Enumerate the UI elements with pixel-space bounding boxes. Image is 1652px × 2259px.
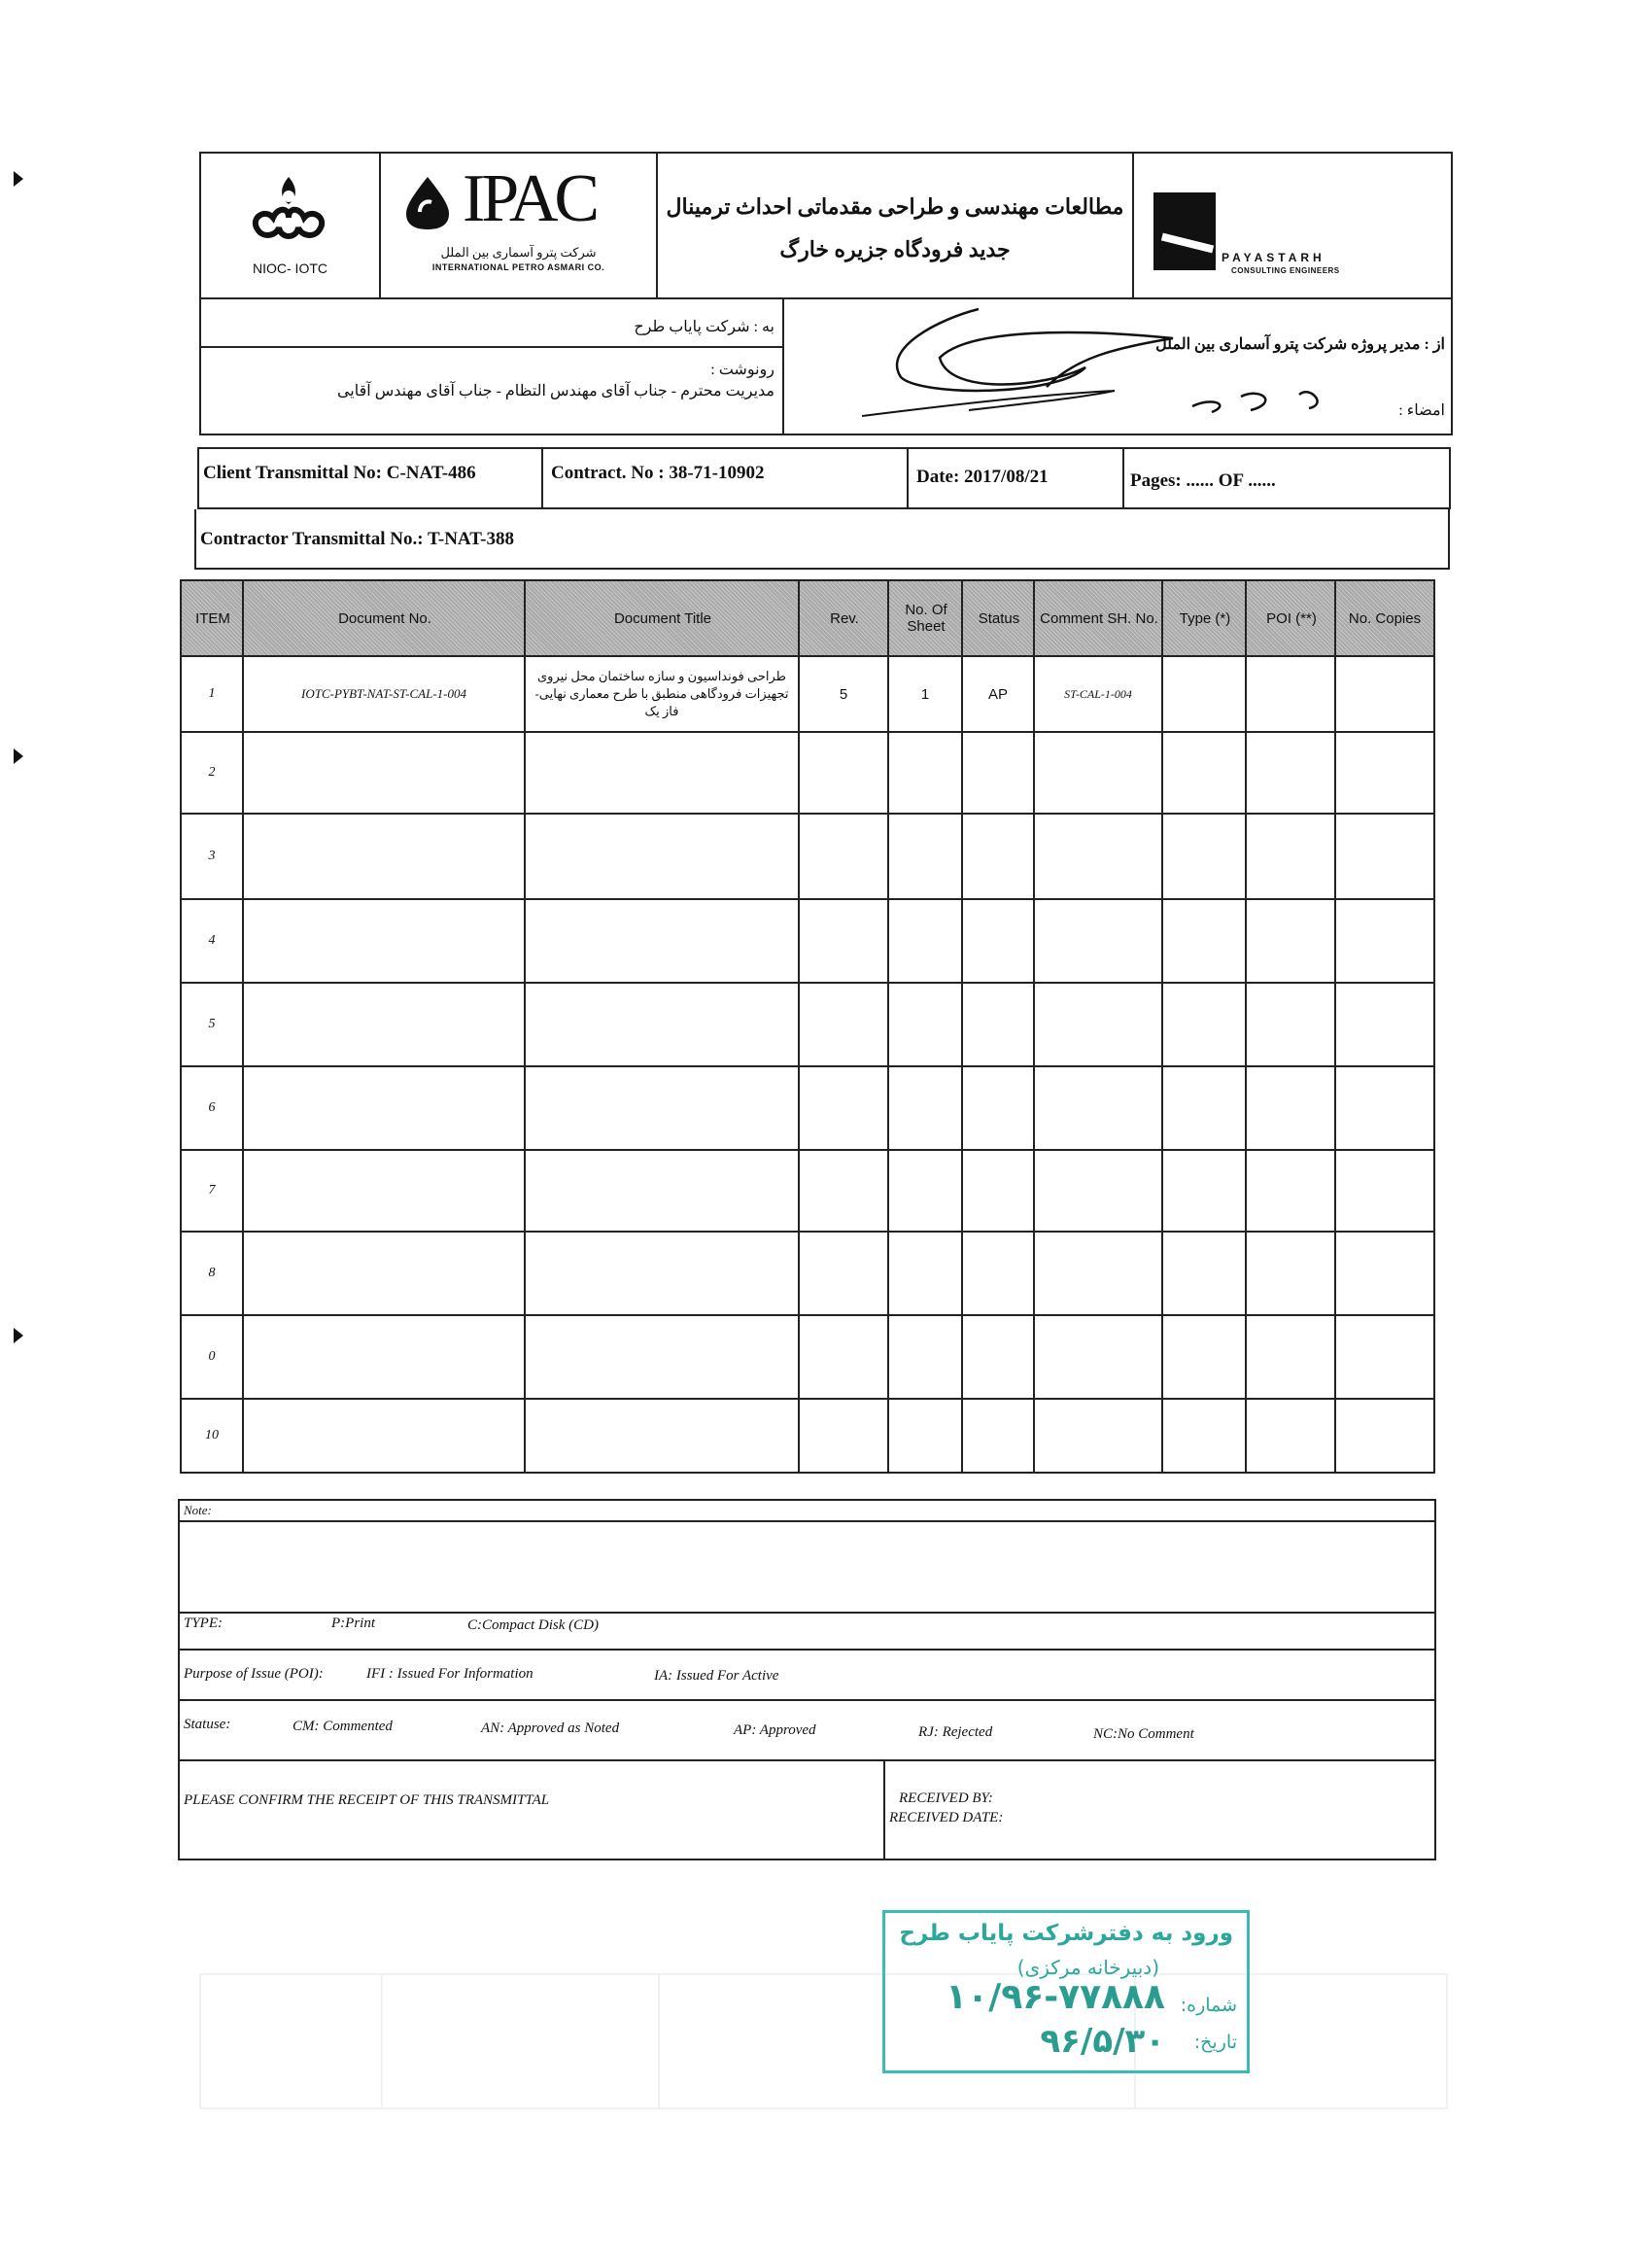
signature-label: امضاء : (1398, 402, 1445, 419)
cell-sheets: 1 (920, 685, 930, 703)
cell-comment-sh (1035, 984, 1161, 1065)
status-ap: AP: Approved (734, 1722, 816, 1738)
ipac-english-name: INTERNATIONAL PETRO ASMARI CO. (431, 262, 605, 272)
cc-value: مدیریت محترم - جناب آقای مهندس التظام - جناب آقای مهندس آقایی (336, 383, 774, 400)
col-header-document-title: Document Title (613, 609, 712, 627)
cell-comment-sh (1035, 900, 1161, 982)
cell-poi (1247, 657, 1334, 731)
poi-label: Purpose of Issue (POI): (184, 1666, 324, 1682)
cell-type (1163, 1233, 1245, 1314)
cc-label: رونوشت : (710, 362, 774, 378)
ipac-persian-name: شرکت پترو آسماری بین الملل (440, 245, 597, 260)
receipt-stamp (882, 1910, 1250, 2073)
cell-document-no (244, 815, 524, 898)
cell-comment-sh (1035, 815, 1161, 898)
cell-type (1163, 815, 1245, 898)
cell-poi (1247, 984, 1334, 1065)
cell-rev (800, 1316, 887, 1398)
document-table (180, 579, 1435, 1474)
cell-copies (1336, 815, 1433, 898)
cell-rev: 5 (839, 685, 848, 703)
header-block (199, 152, 1453, 299)
cell-document-no (244, 1151, 524, 1231)
cell-document-title (526, 733, 798, 813)
col-header-type: Type (*) (1179, 609, 1231, 627)
cell-rev (800, 1400, 887, 1472)
ipac-drop-icon (398, 173, 457, 231)
cell-document-title (526, 1400, 798, 1472)
cell-rev (800, 984, 887, 1065)
contract-no: Contract. No : 38-71-10902 (551, 463, 765, 483)
cell-document-no (244, 1316, 524, 1398)
cell-status (963, 984, 1033, 1065)
cell-poi (1247, 1067, 1334, 1149)
bleed-through-header (199, 1973, 1448, 2109)
cell-sheets (889, 1400, 961, 1472)
poi-ifi: IFI : Issued For Information (366, 1666, 533, 1682)
cell-item: 6 (208, 1100, 216, 1115)
punch-mark (14, 1328, 23, 1343)
cell-document-title (526, 1316, 798, 1398)
cell-rev (800, 1067, 887, 1149)
from-field: از : مدیر پروژه شرکت پترو آسماری بین الملل (1155, 336, 1445, 353)
nioc-logo-cell (201, 154, 381, 297)
handwritten-signature (823, 290, 1367, 435)
cell-status (963, 1151, 1033, 1231)
cell-status (963, 1400, 1033, 1472)
cell-document-title (526, 1151, 798, 1231)
cell-item: 10 (205, 1428, 219, 1442)
type-cd: C:Compact Disk (CD) (467, 1617, 599, 1633)
cell-status (963, 733, 1033, 813)
cell-item: 1 (208, 686, 216, 701)
stamp-line1: ورود به دفترشرکت پایاب طرح (899, 1921, 1233, 1946)
cell-comment-sh: ST-CAL-1-004 (1064, 686, 1132, 701)
project-title-cell (658, 154, 1134, 297)
cell-document-no (244, 984, 524, 1065)
cell-sheets (889, 1316, 961, 1398)
cell-copies (1336, 1316, 1433, 1398)
cell-comment-sh (1035, 1316, 1161, 1398)
cell-sheets (889, 1233, 961, 1314)
received-by-label: RECEIVED BY: (899, 1790, 993, 1806)
cell-type (1163, 657, 1245, 731)
status-an: AN: Approved as Noted (481, 1720, 620, 1736)
cell-comment-sh (1035, 1400, 1161, 1472)
cell-sheets (889, 1151, 961, 1231)
client-transmittal-no: Client Transmittal No: C-NAT-486 (203, 463, 476, 483)
routing-block (199, 297, 1453, 435)
cell-status (963, 815, 1033, 898)
cell-poi (1247, 1233, 1334, 1314)
payastarh-logo-cell (1134, 154, 1451, 297)
cell-document-no (244, 1067, 524, 1149)
payastarh-logo-icon (1153, 192, 1216, 270)
cell-type (1163, 733, 1245, 813)
type-label: TYPE: (184, 1616, 224, 1631)
project-title-line1: مطالعات مهندسی و طراحی مقدماتی احداث ترمینال (666, 194, 1124, 219)
cell-poi (1247, 1400, 1334, 1472)
cell-copies (1336, 1067, 1433, 1149)
cell-document-title (526, 1067, 798, 1149)
pages-field: Pages: ...... OF ...... (1130, 470, 1276, 491)
cell-sheets (889, 984, 961, 1065)
cell-copies (1336, 984, 1433, 1065)
col-header-copies: No. Copies (1348, 609, 1422, 627)
cell-type (1163, 900, 1245, 982)
nioc-flame-icon (240, 171, 337, 249)
cell-document-no (244, 1233, 524, 1314)
cell-document-no (244, 733, 524, 813)
cell-document-title (526, 1233, 798, 1314)
status-nc: NC:No Comment (1093, 1726, 1194, 1742)
cell-poi (1247, 900, 1334, 982)
stamp-line2: (دبیرخانه مرکزی) (1016, 1956, 1159, 1979)
cell-type (1163, 984, 1245, 1065)
col-header-poi: POI (**) (1266, 609, 1317, 627)
cell-type (1163, 1067, 1245, 1149)
cell-comment-sh (1035, 733, 1161, 813)
ipac-wordmark: IPAC (463, 161, 597, 236)
cell-copies (1336, 1400, 1433, 1472)
ipac-logo-cell (381, 154, 658, 297)
type-print: P:Print (331, 1616, 375, 1631)
confirm-receipt-text: PLEASE CONFIRM THE RECEIPT OF THIS TRANSMITTAL (184, 1792, 550, 1808)
cell-document-no: IOTC-PYBT-NAT-ST-CAL-1-004 (301, 686, 466, 701)
received-date-label: RECEIVED DATE: (889, 1810, 1004, 1825)
cell-poi (1247, 1316, 1334, 1398)
cell-comment-sh (1035, 1151, 1161, 1231)
cell-item: 2 (208, 765, 216, 780)
cell-copies (1336, 1151, 1433, 1231)
cell-document-no (244, 1400, 524, 1472)
cell-document-title (526, 900, 798, 982)
punch-mark (14, 748, 23, 764)
cell-type (1163, 1400, 1245, 1472)
cell-copies (1336, 657, 1433, 731)
cell-status (963, 900, 1033, 982)
cell-comment-sh (1035, 1067, 1161, 1149)
payastarh-name: PAYASTARH (1222, 251, 1325, 264)
payastarh-subtitle: CONSULTING ENGINEERS (1231, 266, 1340, 275)
cell-type (1163, 1316, 1245, 1398)
cell-copies (1336, 900, 1433, 982)
cell-item: 8 (208, 1266, 216, 1280)
cell-document-title: طراحی فونداسیون و سازه ساختمان محل نیروی تجهیزات فرودگاهی منطبق با طرح معماری نهایی- فاز یک (534, 669, 789, 718)
cell-poi (1247, 733, 1334, 813)
note-label: Note: (184, 1503, 212, 1517)
cell-item: 0 (208, 1349, 216, 1364)
cell-poi (1247, 1151, 1334, 1231)
status-cm: CM: Commented (293, 1719, 393, 1734)
stamp-number-label: شماره: (1180, 1995, 1237, 2016)
transmittal-info-row (197, 447, 1451, 509)
cell-rev (800, 1151, 887, 1231)
date-field: Date: 2017/08/21 (916, 467, 1049, 487)
cell-comment-sh (1035, 1233, 1161, 1314)
cell-status (963, 1316, 1033, 1398)
status-rj: RJ: Rejected (918, 1724, 993, 1740)
col-header-rev: Rev. (830, 609, 859, 627)
nioc-label: NIOC- IOTC (253, 261, 327, 276)
col-header-document-no: Document No. (338, 609, 431, 627)
cell-rev (800, 815, 887, 898)
contractor-transmittal-row (194, 509, 1450, 570)
cell-copies (1336, 1233, 1433, 1314)
cell-status (963, 1233, 1033, 1314)
cell-rev (800, 1233, 887, 1314)
to-field: به : شرکت پایاب طرح (634, 319, 774, 335)
cell-item: 5 (208, 1017, 216, 1031)
contractor-transmittal-no: Contractor Transmittal No.: T-NAT-388 (200, 529, 514, 549)
cell-type (1163, 1151, 1245, 1231)
cell-poi (1247, 815, 1334, 898)
cell-rev (800, 900, 887, 982)
poi-ia: IA: Issued For Active (654, 1668, 779, 1684)
cell-document-no (244, 900, 524, 982)
cell-sheets (889, 1067, 961, 1149)
cell-status (963, 1067, 1033, 1149)
cell-item: 7 (208, 1183, 216, 1198)
cell-sheets (889, 900, 961, 982)
col-header-sheets: No. Of Sheet (905, 602, 947, 635)
stamp-date-value: ۹۶/۵/۳۰ (1040, 2022, 1165, 2061)
cell-document-title (526, 984, 798, 1065)
punch-mark (14, 171, 23, 187)
status-label: Statuse: (184, 1717, 231, 1732)
cell-sheets (889, 815, 961, 898)
legend-block (178, 1499, 1436, 1860)
col-header-item: ITEM (195, 609, 230, 627)
project-title-line2: جدید فرودگاه جزیره خارگ (779, 237, 1011, 261)
cell-document-title (526, 815, 798, 898)
cell-status: AP (987, 685, 1008, 703)
col-header-comment-sh: Comment SH. No. (1040, 609, 1158, 627)
cell-item: 4 (208, 933, 216, 948)
col-header-status: Status (978, 609, 1020, 627)
cell-sheets (889, 733, 961, 813)
cell-item: 3 (208, 849, 216, 863)
cell-copies (1336, 733, 1433, 813)
stamp-number-value: ۱۰/۹۶-۷۷۸۸۸ (946, 1977, 1165, 2017)
stamp-date-label: تاریخ: (1193, 2032, 1237, 2053)
cell-rev (800, 733, 887, 813)
